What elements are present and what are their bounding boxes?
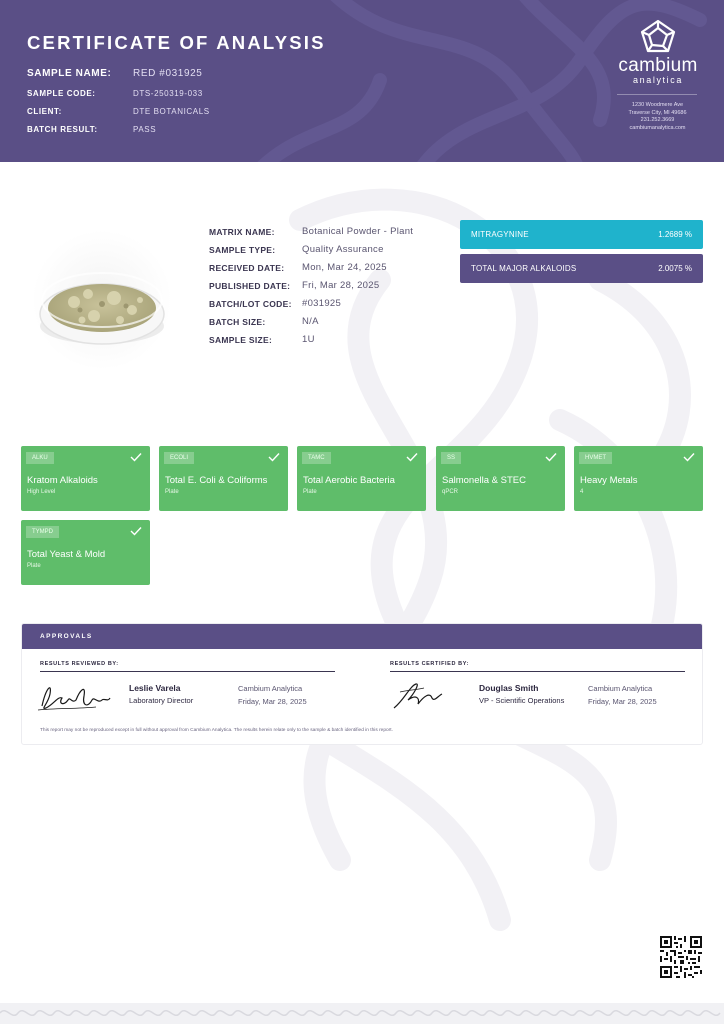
- sample-name-value: RED #031925: [133, 68, 203, 79]
- test-tile-kratom-alkaloids[interactable]: [21, 446, 150, 511]
- header-banner: [0, 0, 724, 162]
- reviewer-date: Friday, Mar 28, 2025: [238, 697, 307, 706]
- footer-pattern: [0, 1003, 724, 1024]
- detail-value: Fri, Mar 28, 2025: [302, 280, 380, 291]
- test-name: Total Aerobic Bacteria: [303, 475, 395, 486]
- detail-label: BATCH/LOT CODE:: [209, 299, 292, 309]
- reviewed-by-label: RESULTS REVIEWED BY:: [40, 661, 119, 667]
- sample-code-value: DTS-250319-033: [133, 89, 203, 98]
- detail-label: RECEIVED DATE:: [209, 263, 285, 273]
- reviewer-name: Leslie Varela: [129, 683, 181, 693]
- footer-pattern-graphic: [0, 1003, 724, 1024]
- result-label: MITRAGYNINE: [471, 230, 529, 239]
- test-method: qPCR: [442, 489, 459, 495]
- client-label: CLIENT:: [27, 107, 62, 116]
- document-title: CERTIFICATE OF ANALYSIS: [27, 32, 326, 53]
- client-value: DTE BOTANICALS: [133, 107, 210, 116]
- approvals-header: [22, 624, 702, 649]
- website: cambiumanalytica.com: [629, 124, 686, 131]
- test-name: Total E. Coli & Coliforms: [165, 475, 268, 486]
- address-line2: Traverse City, MI 49686: [628, 109, 687, 116]
- test-tile-yeast-mold[interactable]: [21, 520, 150, 585]
- logo-subtitle: analytica: [633, 75, 683, 85]
- check-icon: [683, 452, 695, 462]
- result-label: TOTAL MAJOR ALKALOIDS: [471, 264, 577, 273]
- reviewer-role: Laboratory Director: [129, 696, 194, 705]
- qr-code[interactable]: [659, 935, 703, 979]
- detail-label: BATCH SIZE:: [209, 317, 266, 327]
- certified-by-label: RESULTS CERTIFIED BY:: [390, 661, 470, 667]
- address-line1: 1230 Woodmere Ave: [631, 102, 684, 108]
- test-name: Salmonella & STEC: [442, 475, 526, 486]
- sample-code-label: SAMPLE CODE:: [27, 89, 96, 98]
- certified-divider: [390, 671, 685, 672]
- check-icon: [406, 452, 418, 462]
- test-code: TYMPD: [26, 526, 59, 538]
- detail-value: #031925: [302, 298, 342, 309]
- reviewer-org: Cambium Analytica: [238, 684, 303, 693]
- test-code: ALKU: [26, 452, 54, 464]
- report-disclaimer: This report may not be reproduced except in full without approval from Cambium Analytica. The results herein relate only to the sample & batch identified in this report.: [40, 728, 393, 733]
- test-tile-ecoli[interactable]: [159, 446, 288, 511]
- test-code: HVMET: [579, 452, 612, 464]
- test-method: Plate: [303, 489, 317, 495]
- reviewer-signature: [36, 678, 114, 714]
- detail-value: Botanical Powder - Plant: [302, 226, 414, 237]
- detail-label: MATRIX NAME:: [209, 227, 275, 237]
- detail-label: SAMPLE SIZE:: [209, 335, 273, 345]
- test-tile-aerobic-bacteria[interactable]: [297, 446, 426, 511]
- sample-photo: [22, 230, 182, 370]
- approvals-title: APPROVALS: [40, 633, 93, 640]
- check-icon: [130, 452, 142, 462]
- certifier-role: VP - Scientific Operations: [479, 696, 565, 705]
- test-method: High Level: [27, 489, 56, 495]
- result-value: 1.2689 %: [658, 230, 692, 239]
- detail-value: Mon, Mar 24, 2025: [302, 262, 387, 273]
- lab-address: [600, 102, 715, 132]
- reviewed-divider: [40, 671, 335, 672]
- certifier-org: Cambium Analytica: [588, 684, 653, 693]
- test-method: Plate: [165, 489, 179, 495]
- detail-label: PUBLISHED DATE:: [209, 281, 291, 291]
- test-code: TAMC: [302, 452, 331, 464]
- result-mitragynine: [460, 220, 703, 249]
- batch-result-value: PASS: [133, 125, 157, 134]
- logo-divider: [617, 94, 697, 95]
- check-icon: [545, 452, 557, 462]
- certifier-signature: [390, 678, 446, 714]
- detail-value: 1U: [302, 334, 315, 345]
- test-name: Heavy Metals: [580, 475, 638, 486]
- check-icon: [130, 526, 142, 536]
- certifier-date: Friday, Mar 28, 2025: [588, 697, 657, 706]
- test-tile-heavy-metals[interactable]: [574, 446, 703, 511]
- test-name: Kratom Alkaloids: [27, 475, 98, 486]
- test-method: 4: [580, 489, 584, 495]
- logo-name: cambium: [618, 55, 698, 76]
- detail-label: SAMPLE TYPE:: [209, 245, 276, 255]
- test-tile-salmonella[interactable]: [436, 446, 565, 511]
- check-icon: [268, 452, 280, 462]
- test-method: Plate: [27, 563, 41, 569]
- certifier-name: Douglas Smith: [479, 683, 539, 693]
- sample-name-label: SAMPLE NAME:: [27, 68, 112, 79]
- test-code: SS: [441, 452, 461, 464]
- batch-result-label: BATCH RESULT:: [27, 125, 98, 134]
- cambium-logo-icon: [638, 18, 678, 56]
- result-total-alkaloids: [460, 254, 703, 283]
- phone: 231.252.3669: [640, 117, 675, 124]
- detail-value: N/A: [302, 316, 319, 327]
- result-value: 2.0075 %: [658, 264, 692, 273]
- detail-value: Quality Assurance: [302, 244, 384, 255]
- approvals-panel: [21, 623, 703, 745]
- test-code: ECOLI: [164, 452, 194, 464]
- test-name: Total Yeast & Mold: [27, 549, 106, 560]
